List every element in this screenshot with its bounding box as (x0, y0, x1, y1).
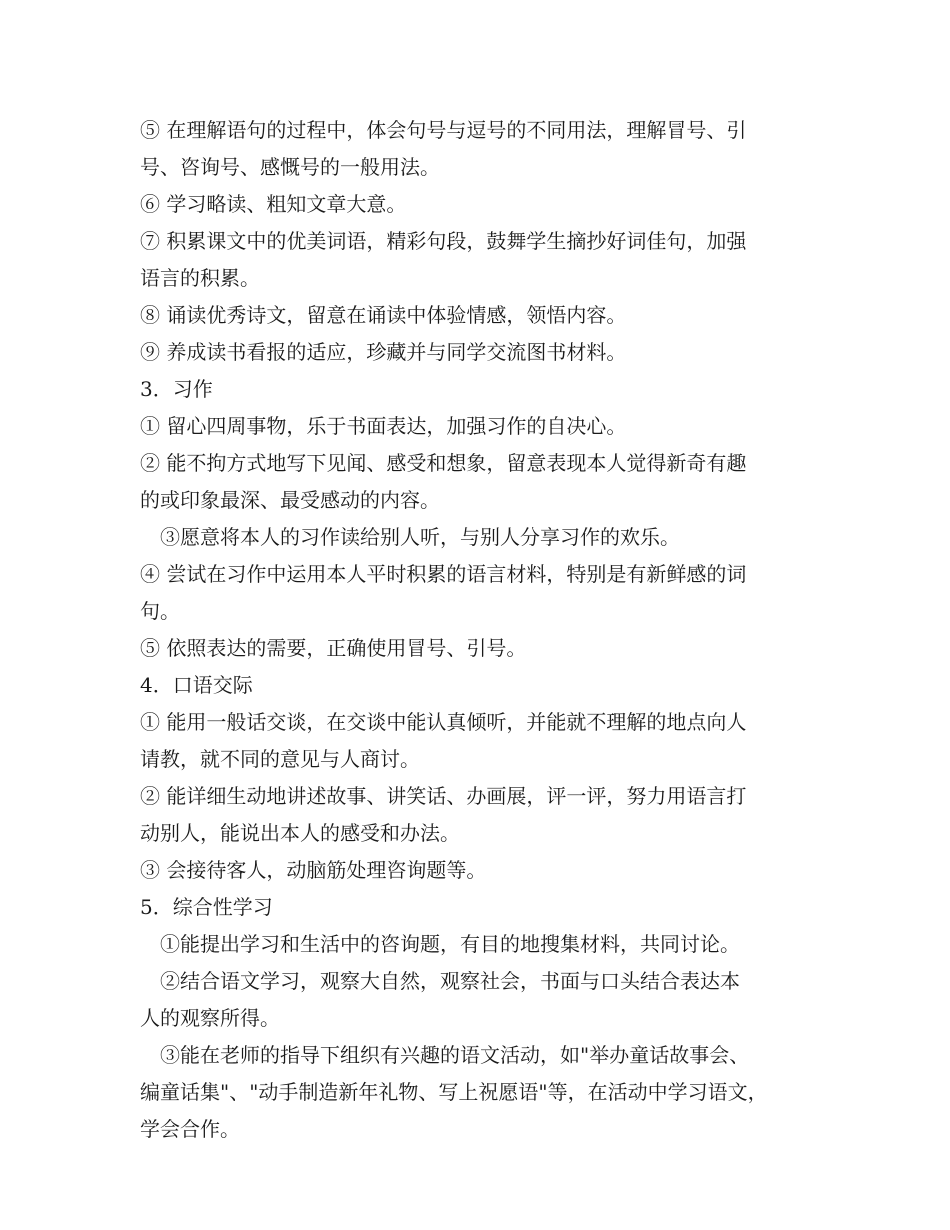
text-line: 请教，就不同的意见与人商讨。 (140, 747, 420, 771)
section-heading-writing: 3．习作 (140, 377, 213, 401)
text-line: 编童话集"、"动手制造新年礼物、写上祝愿语"等，在活动中学习语文， (140, 1080, 768, 1104)
text-line: 学会合作。 (140, 1117, 240, 1141)
text-line: ⑤ 依照表达的需要，正确使用冒号、引号。 (140, 636, 527, 660)
text-line: ③能在老师的指导下组织有兴趣的语文活动，如"举办童话故事会、 (160, 1043, 750, 1067)
document-body (140, 112, 830, 1148)
text-line: ⑤ 在理解语句的过程中，体会句号与逗号的不同用法，理解冒号、引 (140, 118, 747, 142)
section-heading-comprehensive: 5．综合性学习 (140, 895, 273, 919)
text-line: ②结合语文学习，观察大自然，观察社会，书面与口头结合表达本 (160, 969, 740, 993)
text-line: ⑨ 养成读书看报的适应，珍藏并与同学交流图书材料。 (140, 340, 627, 364)
text-line: 句。 (140, 599, 180, 623)
text-line: ① 留心四周事物，乐于书面表达，加强习作的自决心。 (140, 414, 627, 438)
section-heading-oral: 4．口语交际 (140, 673, 253, 697)
text-line: 的或印象最深、最受感动的内容。 (140, 488, 440, 512)
text-line: ④ 尝试在习作中运用本人平时积累的语言材料，特别是有新鲜感的词 (140, 562, 747, 586)
text-line: ② 能不拘方式地写下见闻、感受和想象，留意表现本人觉得新奇有趣 (140, 451, 747, 475)
text-line: ② 能详细生动地讲述故事、讲笑话、办画展，评一评，努力用语言打 (140, 784, 747, 808)
text-line: 动别人，能说出本人的感受和办法。 (140, 821, 460, 845)
text-line: 号、咨询号、感慨号的一般用法。 (140, 155, 440, 179)
text-line: ③ 会接待客人，动脑筋处理咨询题等。 (140, 858, 487, 882)
text-line: ③愿意将本人的习作读给别人听，与别人分享习作的欢乐。 (160, 525, 680, 549)
text-line: ⑧ 诵读优秀诗文，留意在诵读中体验情感，领悟内容。 (140, 303, 627, 327)
text-line: 语言的积累。 (140, 266, 260, 290)
text-line: ⑥ 学习略读、粗知文章大意。 (140, 192, 407, 216)
text-line: 人的观察所得。 (140, 1006, 280, 1030)
text-line: ①能提出学习和生活中的咨询题，有目的地搜集材料，共同讨论。 (160, 932, 740, 956)
text-line: ① 能用一般话交谈，在交谈中能认真倾听，并能就不理解的地点向人 (140, 710, 747, 734)
text-line: ⑦ 积累课文中的优美词语，精彩句段，鼓舞学生摘抄好词佳句，加强 (140, 229, 747, 253)
